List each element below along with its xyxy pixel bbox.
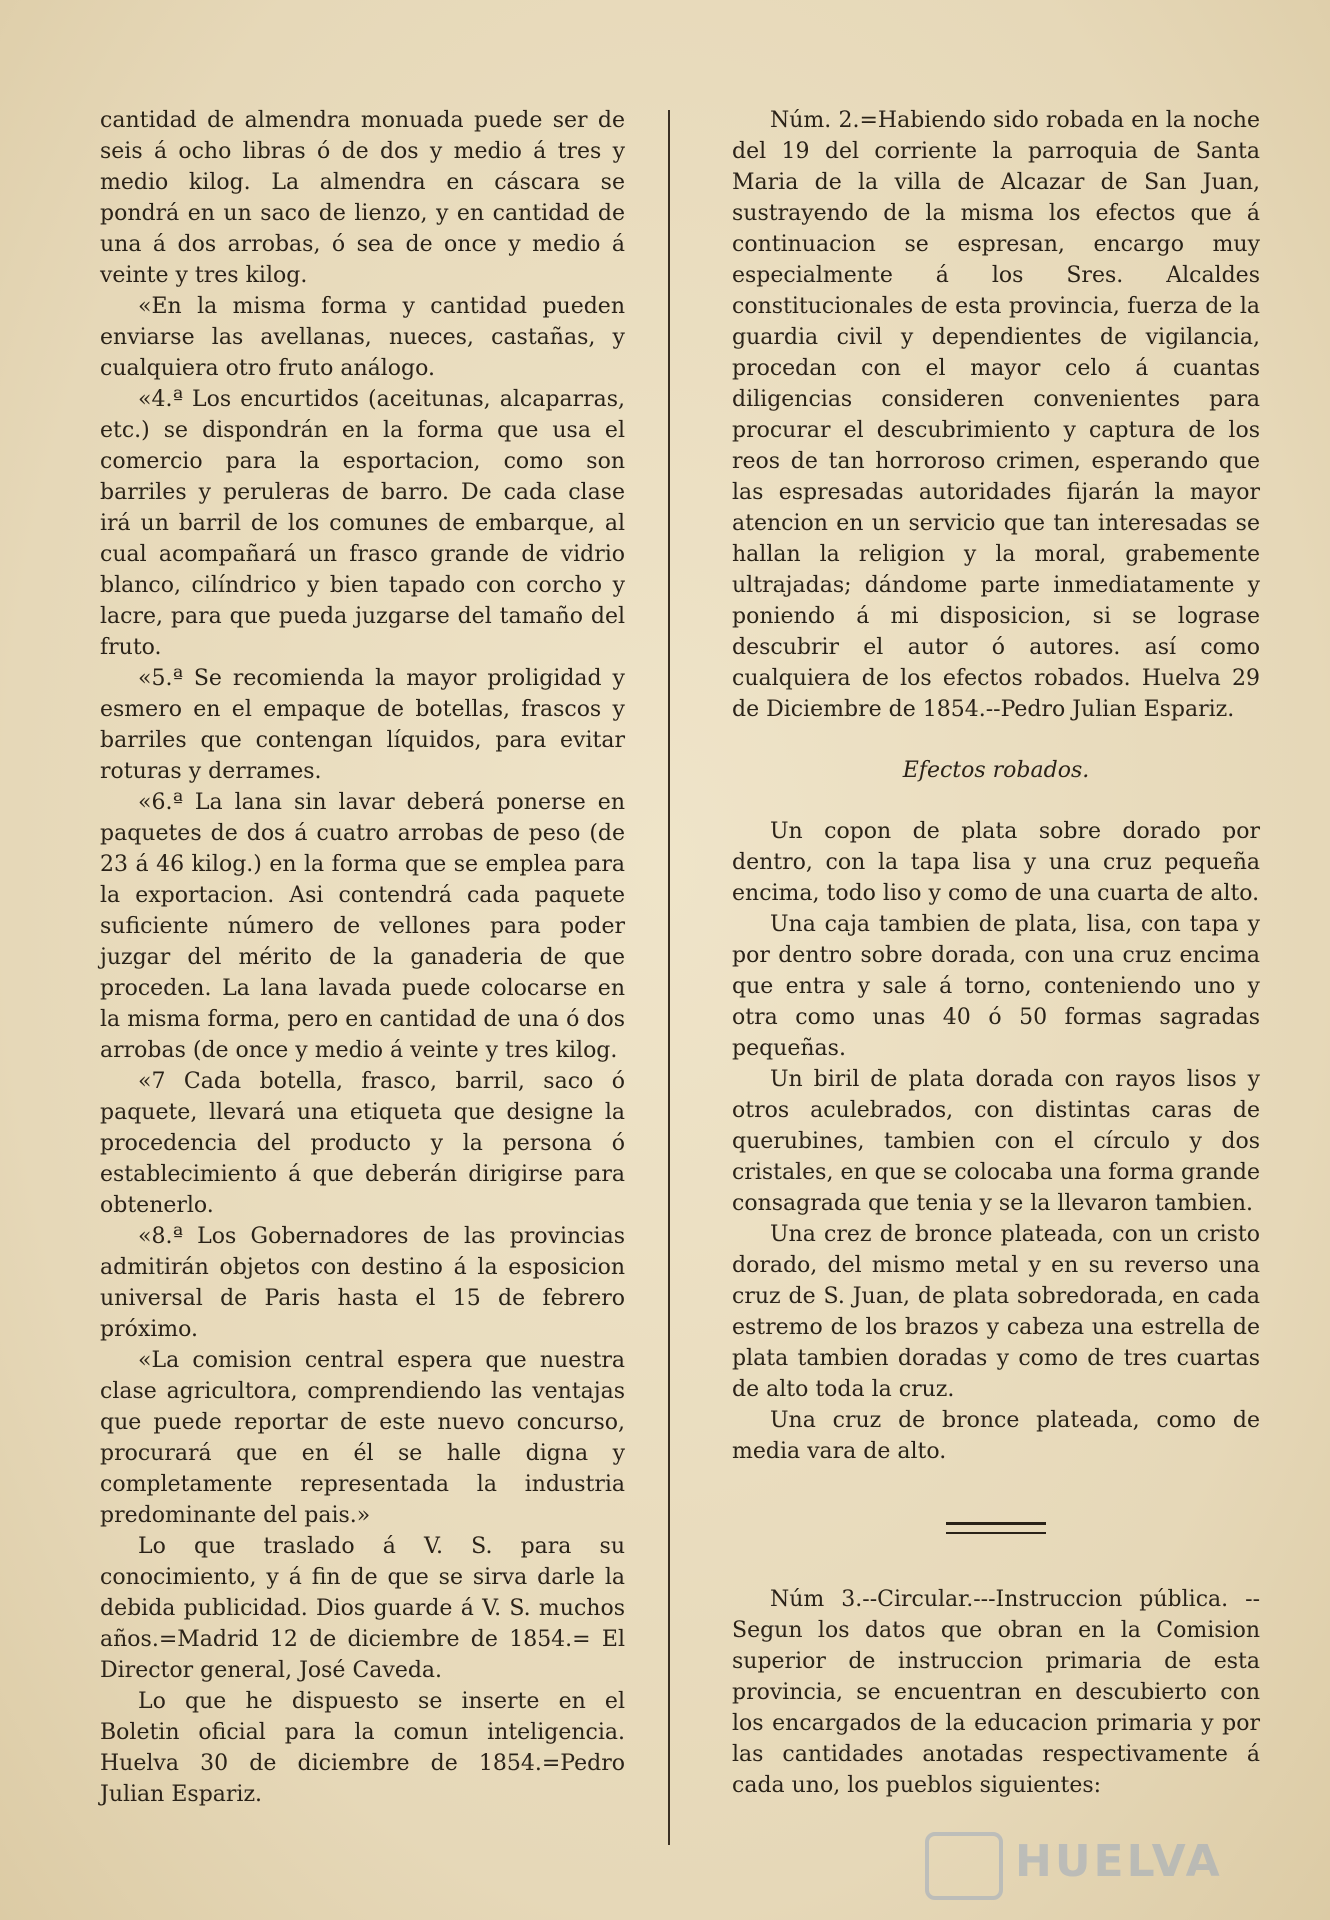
paragraph: Lo que he dispuesto se inserte en el Boletin oficial para la comun inteligencia. Huelva 30 de diciembre de 1854.=Pedro Julian Espariz. [100, 1689, 625, 1807]
list-item: Un biril de plata dorada con rayos lisos y otros aculebrados, con distintas caras de querubines, tambien con el círculo y dos cristales, en que se colocaba una forma grande consagrada que tenia y se la llevaron tambien. [732, 1067, 1260, 1216]
paragraph: «La comision central espera que nuestra clase agricultora, comprendiendo las ventajas que puede reportar de este nuevo concurso, procurará que en él se halle digna y completamente representada la industria predominante del pais.» [100, 1348, 625, 1528]
paragraph: «8.ª Los Gobernadores de las provincias admitirán objetos con destino á la esposicion universal de Paris hasta el 15 de febrero próximo. [100, 1224, 625, 1342]
watermark-text: HUELVA [1015, 1836, 1223, 1887]
paragraph: «5.ª Se recomienda la mayor proligidad y esmero en el empaque de botellas, frascos y barriles que contengan líquidos, para evitar roturas y derrames. [100, 666, 625, 784]
list-item: Una cruz de bronce plateada, como de media vara de alto. [732, 1408, 1260, 1464]
list-item: Una caja tambien de plata, lisa, con tapa y por dentro sobre dorada, con una cruz encima que entra y sale á torno, conteniendo uno y otra como unas 40 ó 50 formas sagradas pequeñas. [732, 912, 1260, 1061]
paragraph: «7 Cada botella, frasco, barril, saco ó paquete, llevará una etiqueta que designe la procedencia del producto y la persona ó establecimiento á que deberán dirigirse para obtenerlo. [100, 1069, 625, 1218]
library-logo-icon [925, 1832, 1003, 1900]
paragraph: «En la misma forma y cantidad pueden enviarse las avellanas, nueces, castañas, y cualquiera otro fruto análogo. [100, 294, 625, 381]
column-divider [668, 110, 670, 1845]
paragraph: «4.ª Los encurtidos (aceitunas, alcaparras, etc.) se dispondrán en la forma que usa el comercio para la esportacion, como son barriles y peruleras de barro. De cada clase irá un barril de los comunes de embarque, al cual acompañará un frasco grande de vidrio blanco, cilíndrico y bien tapado con corcho y lacre, para que pueda juzgarse del tamaño del fruto. [100, 387, 625, 660]
paragraph: Lo que traslado á V. S. para su conocimiento, y á fin de que se sirva darle la debida publicidad. Dios guarde á V. S. muchos años.=Madrid 12 de diciembre de 1854.= El Director general, José Caveda. [100, 1534, 625, 1683]
paragraph: «6.ª La lana sin lavar deberá ponerse en paquetes de dos á cuatro arrobas de peso (de 23 á 46 kilog.) en la forma que se emplea para la exportacion. Asi contendrá cada paquete suficiente número de vellones para poder juzgar del mérito de la ganaderia de que proceden. La lana lavada puede colocarse en la misma forma, pero en cantidad de una ó dos arrobas (de once y medio á veinte y tres kilog. [100, 790, 625, 1063]
notice-2: Núm. 2.=Habiendo sido robada en la noche del 19 del corriente la parroquia de Santa Maria de la villa de Alcazar de San Juan, sustrayendo de la misma los efectos que á continuacion se espresan, encargo muy especialmente á los Sres. Alcaldes constitucionales de esta provincia, fuerza de la guardia civil y dependientes de vigilancia, procedan con el mayor celo á cuantas diligencias consideren convenientes para procurar el descubrimiento y captura de los reos de tan horroroso crimen, esperando que las espresadas autoridades fijarán la mayor atencion en un servicio que tan interesadas se hallan la religion y la moral, grabemente ultrajadas; dándome parte inmediatamente y poniendo á mi disposicion, si se lograse descubrir el autor ó autores. así como cualquiera de los efectos robados. Huelva 29 de Diciembre de 1854.--Pedro Julian Espariz. [732, 108, 1260, 722]
notice-3: Núm 3.--Circular.---Instruccion pública. --Segun los datos que obran en la Comision superior de instruccion primaria de esta provincia, se encuentran en descubierto con los encargados de la educacion primaria y por las cantidades anotadas respectivamente á cada uno, los pueblos siguientes: [732, 1587, 1260, 1798]
section-heading: Efectos robados. [902, 758, 1090, 783]
section-divider [946, 1522, 1046, 1534]
list-item: Un copon de plata sobre dorado por dentro, con la tapa lisa y una cruz pequeña encima, todo liso y como de una cuarta de alto. [732, 819, 1260, 906]
right-column [732, 105, 1260, 1801]
paragraph: cantidad de almendra monuada puede ser de seis á ocho libras ó de dos y medio á tres y medio kilog. La almendra en cáscara se pondrá en un saco de lienzo, y en cantidad de una á dos arrobas, ó sea de once y medio á veinte y tres kilog. [100, 108, 625, 288]
left-column [100, 105, 625, 1810]
list-item: Una crez de bronce plateada, con un cristo dorado, del mismo metal y en su reverso una cruz de S. Juan, de plata sobredorada, en cada estremo de los brazos y cabeza una estrella de plata tambien doradas y como de tres cuartas de alto toda la cruz. [732, 1222, 1260, 1402]
watermark [925, 1828, 1255, 1898]
